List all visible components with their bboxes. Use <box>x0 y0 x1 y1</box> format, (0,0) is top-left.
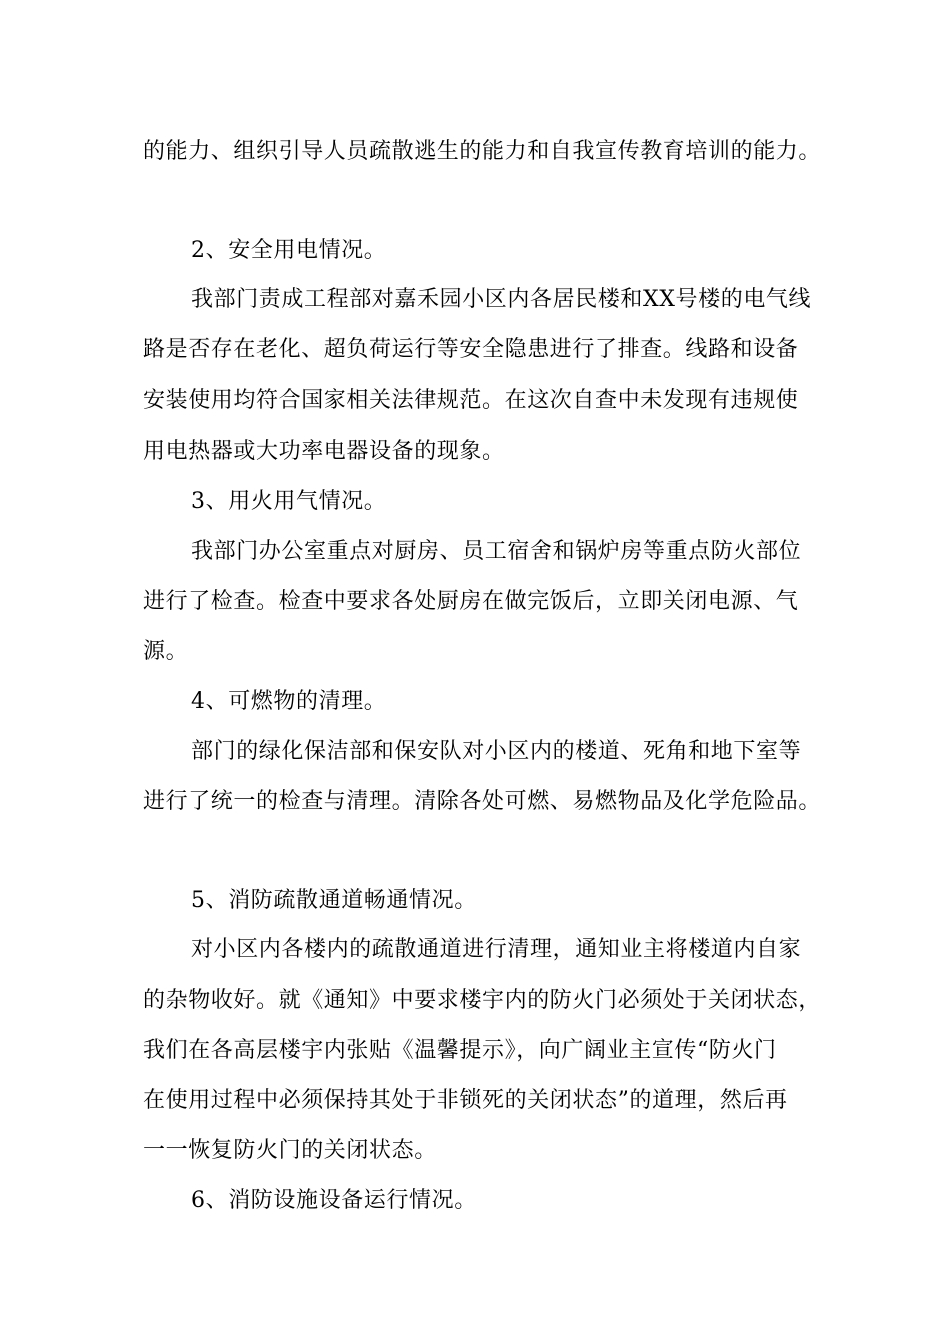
paragraph-line: 进行了统一的检查与清理。清除各处可燃、易燃物品及化学危险品。 <box>143 789 822 814</box>
paragraph-line: 的能力、组织引导人员疏散逃生的能力和自我宣传教育培训的能力。 <box>143 139 822 164</box>
section-heading-electricity: 2、安全用电情况。 <box>191 238 387 263</box>
section-heading-fire-gas: 3、用火用气情况。 <box>191 489 387 514</box>
paragraph-line: 用电热器或大功率电器设备的现象。 <box>143 439 505 464</box>
paragraph-line: 路是否存在老化、超负荷运行等安全隐患进行了排查。线路和设备 <box>143 337 799 362</box>
section-heading-evacuation: 5、消防疏散通道畅通情况。 <box>191 888 477 913</box>
section-heading-combustibles: 4、可燃物的清理。 <box>191 689 387 714</box>
paragraph-line: 我部门办公室重点对厨房、员工宿舍和锅炉房等重点防火部位 <box>191 539 802 564</box>
paragraph-line: 一一恢复防火门的关闭状态。 <box>143 1138 437 1163</box>
paragraph-line: 进行了检查。检查中要求各处厨房在做完饭后，立即关闭电源、气 <box>143 589 799 614</box>
paragraph-line: 安装使用均符合国家相关法律规范。在这次自查中未发现有违规使 <box>143 388 799 413</box>
paragraph-line: 在使用过程中必须保持其处于非锁死的关闭状态”的道理，然后再 <box>143 1088 788 1113</box>
paragraph-line: 源。 <box>143 639 189 664</box>
section-heading-facilities: 6、消防设施设备运行情况。 <box>191 1188 477 1213</box>
paragraph-line: 的杂物收好。就《通知》中要求楼宇内的防火门必须处于关闭状态， <box>143 988 822 1013</box>
paragraph-line: 部门的绿化保洁部和保安队对小区内的楼道、死角和地下室等 <box>191 739 802 764</box>
paragraph-line: 对小区内各楼内的疏散通道进行清理，通知业主将楼道内自家 <box>191 937 802 962</box>
paragraph-line: 我们在各高层楼宇内张贴《温馨提示》，向广阔业主宣传“防火门 <box>143 1038 777 1063</box>
paragraph-line: 我部门责成工程部对嘉禾园小区内各居民楼和XX号楼的电气线 <box>191 287 812 312</box>
